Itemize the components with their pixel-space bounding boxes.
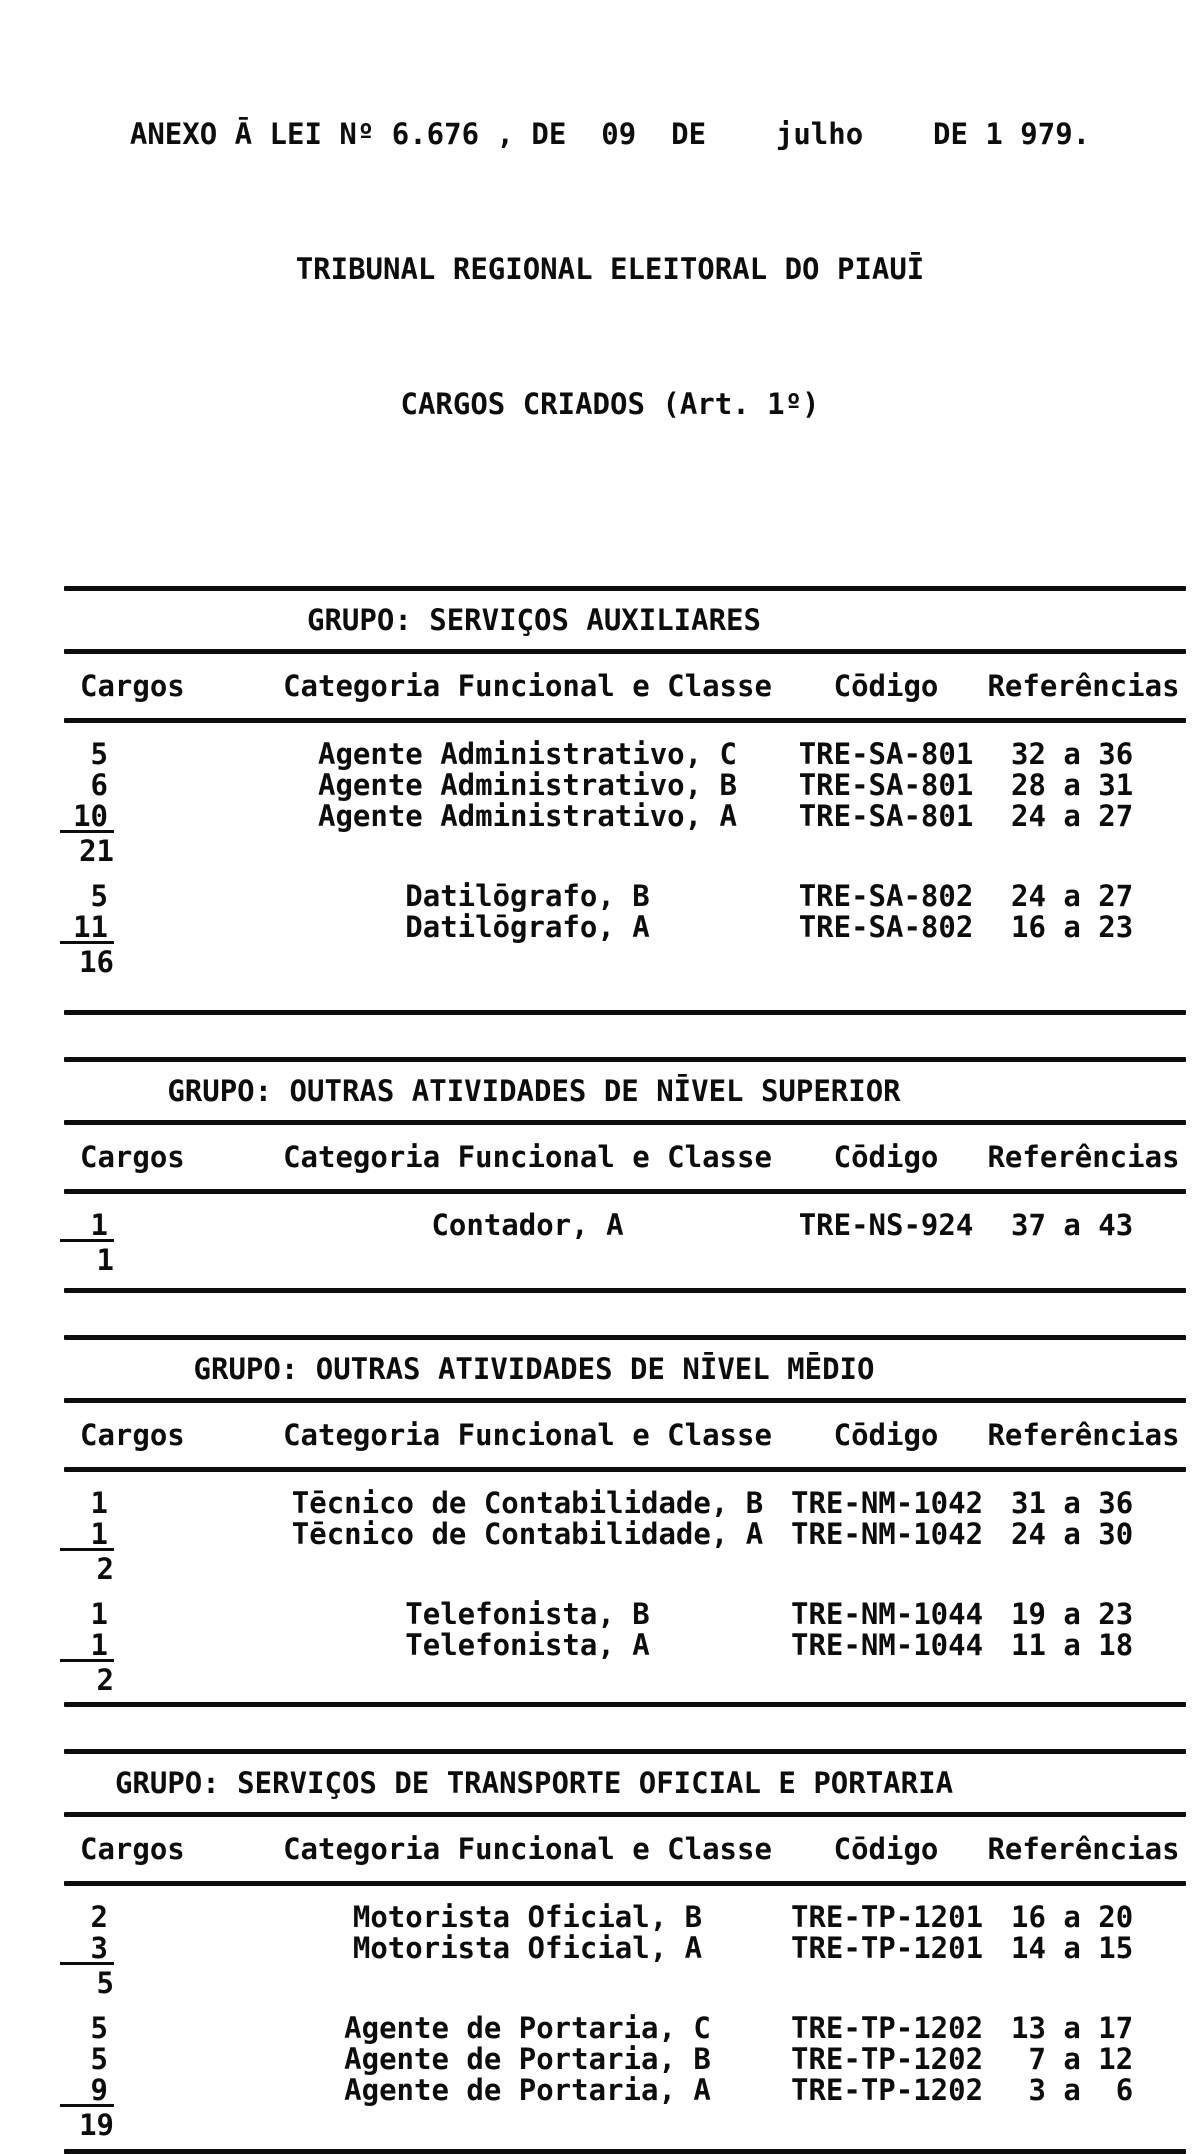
- referencias-value: 19 a 23: [1011, 1597, 1134, 1631]
- rows-area: [64, 723, 1186, 1010]
- table-row: [64, 1597, 1186, 1631]
- row-block: [64, 1900, 1186, 2000]
- cargos-value: 5: [90, 879, 108, 913]
- column-header-referencias: Referências: [987, 1418, 1180, 1452]
- codigo-value: TRE-TP-1201: [791, 1931, 984, 1965]
- cargos-value: 5: [90, 2011, 108, 2045]
- table-rule-bottom: [64, 1010, 1186, 1015]
- group-title: GRUPO: OUTRAS ATIVIDADES DE NĪVEL SUPERIOR: [167, 1074, 901, 1108]
- group-title-zone: [64, 1062, 1186, 1120]
- table-rule-bottom: [64, 2149, 1186, 2154]
- categoria-value: Agente de Portaria, B: [344, 2042, 711, 2076]
- column-header-categoria: Categoria Funcional e Classe: [283, 669, 772, 703]
- categoria-value: Tēcnico de Contabilidade, B: [291, 1486, 764, 1520]
- table-rule-bottom: [64, 1702, 1186, 1707]
- column-header-cargos: Cargos: [80, 1418, 185, 1452]
- column-header-cargos: Cargos: [80, 1140, 185, 1174]
- codigo-value: TRE-TP-1202: [791, 2042, 984, 2076]
- group-section: [64, 1335, 1186, 1707]
- categoria-value: Motorista Oficial, B: [352, 1900, 703, 1934]
- referencias-value: 3 a 6: [1011, 2073, 1134, 2107]
- cargos-total: 2: [60, 1659, 114, 1697]
- cargos-total: 16: [60, 941, 114, 979]
- total-row: [64, 2104, 1186, 2142]
- table-row: [64, 1517, 1186, 1551]
- column-header-codigo: Cōdigo: [833, 1832, 939, 1866]
- referencias-value: 31 a 36: [1011, 1486, 1134, 1520]
- table-row: [64, 1486, 1186, 1520]
- group-title-zone: [64, 1340, 1186, 1398]
- categoria-value: Agente Administrativo, A: [317, 799, 738, 833]
- table-row: [64, 1931, 1186, 1965]
- referencias-value: 16 a 23: [1011, 910, 1134, 944]
- codigo-value: TRE-NM-1042: [791, 1517, 984, 1551]
- referencias-value: 24 a 27: [1011, 879, 1134, 913]
- row-block: [64, 737, 1186, 868]
- group-title: GRUPO: OUTRAS ATIVIDADES DE NĪVEL MĒDIO: [193, 1352, 875, 1386]
- group-section: [64, 1749, 1186, 2154]
- column-header-row: [64, 1817, 1186, 1881]
- codigo-value: TRE-SA-801: [798, 737, 974, 771]
- table-row: [64, 1208, 1186, 1242]
- column-header-codigo: Cōdigo: [833, 1140, 939, 1174]
- referencias-value: 28 a 31: [1011, 768, 1134, 802]
- referencias-value: 7 a 12: [1011, 2042, 1134, 2076]
- table-row: [64, 1900, 1186, 1934]
- categoria-value: Motorista Oficial, A: [352, 1931, 703, 1965]
- title-line-2: TRIBUNAL REGIONAL ELEITORAL DO PIAUĪ: [295, 252, 925, 286]
- cargos-total: 5: [60, 1962, 114, 2000]
- groups: [64, 586, 1186, 2154]
- codigo-value: TRE-NM-1044: [791, 1628, 984, 1662]
- categoria-value: Telefonista, B: [405, 1597, 650, 1631]
- referencias-value: 37 a 43: [1011, 1208, 1134, 1242]
- table-rule-bottom: [64, 1288, 1186, 1293]
- total-row: [64, 1548, 1186, 1586]
- cargos-value: 5: [90, 737, 108, 771]
- row-block: [64, 879, 1186, 979]
- table-row: [64, 1628, 1186, 1662]
- cargos-total: 21: [60, 830, 114, 868]
- rows-area: [64, 1472, 1186, 1702]
- cargos-total: 2: [60, 1548, 114, 1586]
- column-header-codigo: Cōdigo: [833, 1418, 939, 1452]
- table-row: [64, 910, 1186, 944]
- table-row: [64, 2073, 1186, 2107]
- total-row: [64, 830, 1186, 868]
- cargos-total: 19: [60, 2104, 114, 2142]
- group-title: GRUPO: SERVIÇOS AUXILIARES: [307, 603, 761, 637]
- referencias-value: 11 a 18: [1011, 1628, 1134, 1662]
- cargos-value: 3: [90, 1931, 108, 1965]
- referencias-value: 16 a 20: [1011, 1900, 1134, 1934]
- column-header-referencias: Referências: [987, 1140, 1180, 1174]
- total-row: [64, 941, 1186, 979]
- column-header-codigo: Cōdigo: [833, 669, 939, 703]
- categoria-value: Datilōgrafo, B: [405, 879, 650, 913]
- table-row: [64, 879, 1186, 913]
- rows-area: [64, 1194, 1186, 1288]
- cargos-value: 9: [90, 2073, 108, 2107]
- row-block: [64, 1486, 1186, 1586]
- row-block: [64, 1597, 1186, 1697]
- cargos-value: 6: [90, 768, 108, 802]
- group-title: GRUPO: SERVIÇOS DE TRANSPORTE OFICIAL E PORTARIA: [114, 1766, 954, 1800]
- column-header-categoria: Categoria Funcional e Classe: [283, 1140, 772, 1174]
- row-block: [64, 2011, 1186, 2142]
- column-header-referencias: Referências: [987, 1832, 1180, 1866]
- categoria-value: Datilōgrafo, A: [405, 910, 650, 944]
- total-row: [64, 1962, 1186, 2000]
- cargos-value: 5: [90, 2042, 108, 2076]
- column-header-categoria: Categoria Funcional e Classe: [283, 1832, 772, 1866]
- column-header-row: [64, 1125, 1186, 1189]
- codigo-value: TRE-TP-1202: [791, 2011, 984, 2045]
- group-section: [64, 1057, 1186, 1293]
- column-header-row: [64, 654, 1186, 718]
- referencias-value: 24 a 30: [1011, 1517, 1134, 1551]
- cargos-value: 2: [90, 1900, 108, 1934]
- total-row: [64, 1239, 1186, 1277]
- group-title-zone: [64, 591, 1186, 649]
- cargos-value: 10: [73, 799, 108, 833]
- categoria-value: Tēcnico de Contabilidade, A: [291, 1517, 764, 1551]
- table-row: [64, 737, 1186, 771]
- cargos-value: 1: [90, 1517, 108, 1551]
- codigo-value: TRE-TP-1201: [791, 1900, 984, 1934]
- codigo-value: TRE-NS-924: [798, 1208, 974, 1242]
- table-row: [64, 2042, 1186, 2076]
- total-row: [64, 1659, 1186, 1697]
- referencias-value: 24 a 27: [1011, 799, 1134, 833]
- column-header-row: [64, 1403, 1186, 1467]
- codigo-value: TRE-SA-802: [798, 879, 974, 913]
- cargos-value: 11: [73, 910, 108, 944]
- cargos-total: 1: [60, 1239, 114, 1277]
- column-header-cargos: Cargos: [80, 669, 185, 703]
- title-line-1: ANEXO Ā LEI Nº 6.676 , DE 09 DE julho DE 1 979.: [129, 117, 1091, 151]
- codigo-value: TRE-SA-801: [798, 768, 974, 802]
- group-section: [64, 586, 1186, 1015]
- codigo-value: TRE-NM-1042: [791, 1486, 984, 1520]
- column-header-cargos: Cargos: [80, 1832, 185, 1866]
- cargos-value: 1: [90, 1597, 108, 1631]
- cargos-value: 1: [90, 1628, 108, 1662]
- table-row: [64, 768, 1186, 802]
- categoria-value: Agente Administrativo, B: [317, 768, 738, 802]
- cargos-value: 1: [90, 1486, 108, 1520]
- categoria-value: Contador, A: [431, 1208, 624, 1242]
- column-header-referencias: Referências: [987, 669, 1180, 703]
- codigo-value: TRE-SA-802: [798, 910, 974, 944]
- categoria-value: Telefonista, A: [405, 1628, 650, 1662]
- codigo-value: TRE-SA-801: [798, 799, 974, 833]
- cargos-value: 1: [90, 1208, 108, 1242]
- table-row: [64, 799, 1186, 833]
- referencias-value: 13 a 17: [1011, 2011, 1134, 2045]
- row-block: [64, 1208, 1186, 1277]
- rows-area: [64, 1886, 1186, 2149]
- referencias-value: 32 a 36: [1011, 737, 1134, 771]
- column-header-categoria: Categoria Funcional e Classe: [283, 1418, 772, 1452]
- doc-header: [60, 0, 1160, 517]
- title-line-3: CARGOS CRIADOS (Art. 1º): [400, 387, 820, 421]
- codigo-value: TRE-TP-1202: [791, 2073, 984, 2107]
- categoria-value: Agente Administrativo, C: [317, 737, 738, 771]
- categoria-value: Agente de Portaria, A: [344, 2073, 711, 2107]
- categoria-value: Agente de Portaria, C: [344, 2011, 711, 2045]
- table-row: [64, 2011, 1186, 2045]
- referencias-value: 14 a 15: [1011, 1931, 1134, 1965]
- group-title-zone: [64, 1754, 1186, 1812]
- codigo-value: TRE-NM-1044: [791, 1597, 984, 1631]
